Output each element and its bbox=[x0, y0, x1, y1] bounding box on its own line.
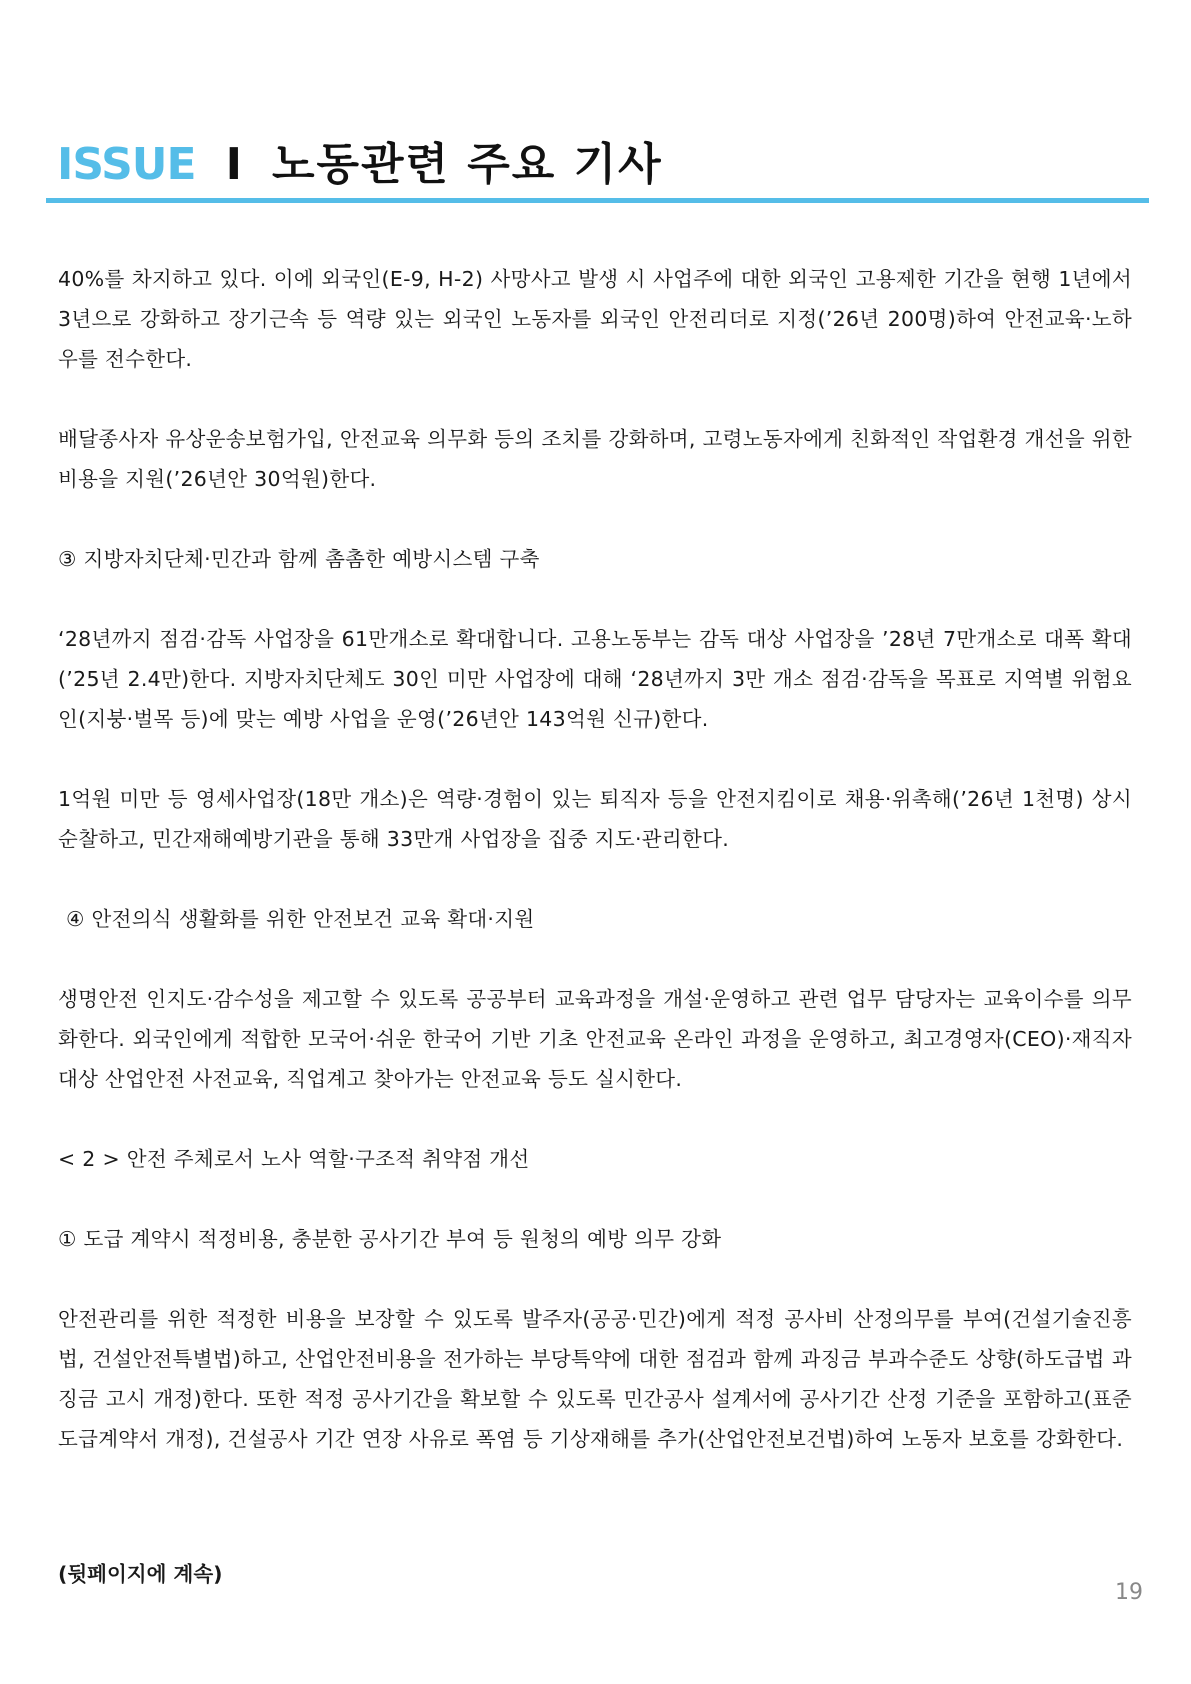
paragraph-inspection-expansion: ‘28년까지 점검·감독 사업장을 61만개소로 확대합니다. 고용노동부는 감독 대상 사업장을 ’28년 7만개소로 대폭 확대(’25년 2.4만)한다. 지방자치단체도 30인 미만 사업장에 대해 ‘28년까지 3만 개소 점검·감독을 목표로 지역별 위험요인(지붕·벌목 등)에 맞는 예방 사업을 운영(’26년안 143억원 신규)한다. bbox=[58, 627, 1132, 731]
page-header bbox=[57, 128, 663, 192]
paragraph-small-workplaces: 1억원 미만 등 영세사업장(18만 개소)은 역량·경험이 있는 퇴직자 등을 안전지킴이로 채용·위촉해(’26년 1천명) 상시 순찰하고, 민간재해예방기관을 통해 33만개 사업장을 집중 지도·관리한다. bbox=[58, 787, 1132, 851]
section-heading-local-government: ③ 지방자치단체·민간과 함께 촘촘한 예방시스템 구축 bbox=[58, 547, 540, 571]
header-divider bbox=[46, 198, 1149, 203]
section-heading-safety-education: ④ 안전의식 생활화를 위한 안전보건 교육 확대·지원 bbox=[66, 907, 535, 931]
header-separator: I bbox=[225, 139, 242, 190]
paragraph-delivery-workers: 배달종사자 유상운송보험가입, 안전교육 의무화 등의 조치를 강화하며, 고령노동자에게 친화적인 작업환경 개선을 위한 비용을 지원(’26년안 30억원)한다. bbox=[58, 427, 1132, 491]
subsection-heading-subcontracting: ① 도급 계약시 적정비용, 충분한 공사기간 부여 등 원청의 예방 의무 강화 bbox=[58, 1227, 722, 1251]
page-title: 노동관련 주요 기사 bbox=[271, 139, 663, 190]
issue-label: ISSUE bbox=[57, 139, 196, 190]
paragraph-construction-costs: 안전관리를 위한 적정한 비용을 보장할 수 있도록 발주자(공공·민간)에게 적정 공사비 산정의무를 부여(건설기술진흥법, 건설안전특별법)하고, 산업안전비용을 전가하는 부당특약에 대한 점검과 함께 과징금 부과수준도 상향(하도급법 과징금 고시 개정)한다. 또한 적정 공사기간을 확보할 수 있도록 민간공사 설계서에 공사기간 산정 기준을 포함하고(표준도급계약서 개정), 건설공사 기간 연장 사유로 폭염 등 기상재해를 추가(산업안전보건법)하여 노동자 보호를 강화한다. bbox=[58, 1307, 1132, 1451]
article-body bbox=[58, 259, 1132, 1459]
section-heading-labor-management-roles: < 2 > 안전 주체로서 노사 역할·구조적 취약점 개선 bbox=[58, 1147, 530, 1171]
continued-note: (뒷페이지에 계속) bbox=[58, 1562, 223, 1586]
page-number: 19 bbox=[1115, 1580, 1143, 1605]
paragraph-education-programs: 생명안전 인지도·감수성을 제고할 수 있도록 공공부터 교육과정을 개설·운영하고 관련 업무 담당자는 교육이수를 의무화한다. 외국인에게 적합한 모국어·쉬운 한국어 기반 기초 안전교육 온라인 과정을 운영하고, 최고경영자(CEO)·재직자 대상 산업안전 사전교육, 직업계고 찾아가는 안전교육 등도 실시한다. bbox=[58, 987, 1132, 1091]
paragraph-foreign-workers: 40%를 차지하고 있다. 이에 외국인(E-9, H-2) 사망사고 발생 시 사업주에 대한 외국인 고용제한 기간을 현행 1년에서 3년으로 강화하고 장기근속 등 역량 있는 외국인 노동자를 외국인 안전리더로 지정(’26년 200명)하여 안전교육·노하우를 전수한다. bbox=[58, 267, 1132, 371]
